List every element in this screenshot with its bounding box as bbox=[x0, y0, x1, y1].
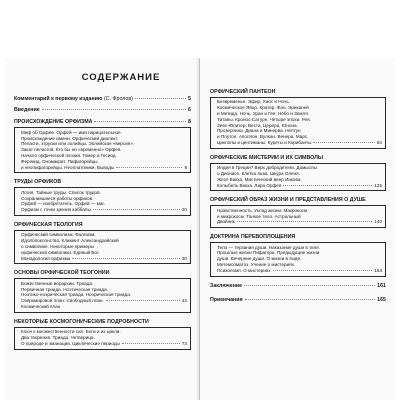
description-page: 43 bbox=[181, 298, 187, 304]
description-end-row bbox=[21, 165, 187, 171]
description-line: Космический план bbox=[21, 303, 61, 309]
section-description-box bbox=[14, 187, 191, 216]
description-end-row bbox=[217, 268, 382, 274]
description-page: 154 bbox=[374, 267, 382, 273]
description-line: Двойник bbox=[217, 219, 235, 225]
description-line: Божественные иерархии. Триада. bbox=[21, 280, 94, 286]
leader-dots bbox=[313, 142, 374, 143]
description-line: Жезл Вакха. Мистический веер Иакова. bbox=[217, 176, 302, 182]
description-line: орфической символики. Единый Бог. bbox=[21, 249, 100, 255]
leader-dots bbox=[93, 209, 180, 210]
toc-entry-conclusion[interactable] bbox=[210, 283, 386, 290]
toc-entry-label: Комментарий к первому изданию (С. Фролов) bbox=[14, 96, 133, 102]
description-line: и неопифагорейцы. Неоплатоники. Выводы bbox=[21, 164, 115, 170]
description-line: Космическое Яйцо. Кратер. Фан, Эрикапей bbox=[217, 105, 309, 111]
toc-entry-commentary[interactable] bbox=[14, 96, 191, 103]
toc-entry-introduction[interactable] bbox=[14, 107, 191, 114]
description-line: Монадология орфизма bbox=[21, 255, 71, 261]
section-description-box bbox=[210, 97, 386, 149]
leader-dots bbox=[42, 109, 186, 110]
leader-dots bbox=[116, 167, 182, 168]
description-line: Сохранившиеся работы орфиков. bbox=[21, 195, 94, 201]
description-line: и микрокосм. Тонкое тело. Астральный bbox=[217, 213, 301, 219]
description-line: Ноэтико-ноэрическая триада. Ноэрическая триада. bbox=[21, 292, 132, 298]
section-description-box bbox=[210, 205, 386, 228]
right-page bbox=[200, 58, 396, 400]
description-end-row bbox=[217, 219, 382, 225]
section-heading: НЕКОТОРЫЕ КОСМОГОНИЧЕСКИЕ ПОДРОБНОСТИ bbox=[14, 318, 149, 325]
leader-dots bbox=[273, 270, 373, 271]
description-line: души. Вечерние души. О жизни в Аиде. bbox=[217, 256, 302, 262]
description-line: Сверхмировой план. Свободный план. bbox=[21, 298, 104, 304]
description-page: 20 bbox=[181, 207, 187, 213]
section-page: 8 bbox=[188, 119, 191, 126]
description-line: Орфей — изобретатель. Орфей — маг. bbox=[21, 201, 105, 207]
description-line: Пеласги, этруски или эолийцы. Эолийская «версия». bbox=[21, 141, 135, 147]
toc-heading: СОДЕРЖАНИЕ bbox=[81, 72, 161, 83]
description-page: 84 bbox=[376, 139, 382, 145]
description-line: о Дионисе. Клетка льва. Шкура Оленя. bbox=[217, 170, 300, 176]
toc-section-theogony[interactable] bbox=[14, 270, 191, 312]
description-line: Ключ к множественности сил. Боги и их цикли. bbox=[21, 329, 121, 335]
toc-section-origin[interactable] bbox=[14, 119, 191, 173]
description-line: Два творения. Триада. Четверица. bbox=[21, 334, 95, 340]
description-page: 140 bbox=[374, 219, 382, 225]
section-description-box bbox=[14, 278, 191, 312]
toc-entry-notes[interactable] bbox=[210, 297, 386, 304]
description-line: О природе и эманации. Циклические периоды bbox=[21, 340, 120, 346]
description-page: 30 bbox=[181, 255, 187, 261]
description-line: о символике. Некоторые примеры bbox=[21, 243, 94, 249]
section-heading: ОРФИЧЕСКИЙ ПАНТЕОН bbox=[210, 89, 276, 95]
description-line: Происхождение имени. Орфический диалект. bbox=[21, 135, 119, 141]
description-line: Индия в Греции? Верх добродетели. Домыслы bbox=[217, 165, 317, 171]
leader-dots bbox=[283, 185, 372, 186]
description-line: Безвременье. Эфир, Хаос и Ночь. bbox=[217, 99, 291, 105]
section-description-box bbox=[210, 242, 386, 276]
leader-dots bbox=[94, 121, 186, 122]
toc-section-pantheon[interactable] bbox=[210, 89, 386, 149]
section-heading: ОСНОВЫ ОРФИЧЕСКОЙ ТЕОГОНИИ bbox=[14, 270, 110, 277]
description-line: и Плутон. Аполлон. Вулкан. Венера. Марс. bbox=[217, 134, 309, 140]
description-line: Тело — терзания души. Наказание души в теле. bbox=[217, 244, 321, 250]
description-line: Титаны. Кронос-Сатурн. Четыре эпохи. Рея. bbox=[217, 116, 311, 122]
section-heading: ТРУДЫ ОРФИКОВ bbox=[14, 179, 62, 186]
section-heading: ОРФИЧЕСКАЯ ТЕОЛОГИЯ bbox=[14, 221, 83, 228]
description-line: Психопомп. О мистериях bbox=[217, 267, 271, 273]
section-heading: ОРФИЧЕСКИЕ МИСТЕРИИ И ИХ СИМВОЛЫ bbox=[210, 154, 324, 161]
toc-section-theology[interactable] bbox=[14, 222, 191, 264]
section-heading: ДОКТРИНА ПЕРЕВОПЛОЩЕНИЯ bbox=[210, 234, 296, 241]
leader-dots bbox=[245, 299, 376, 300]
description-line: и Метида. Ночь. Уран и Гея. Небо и Земля. bbox=[217, 111, 309, 116]
description-line: Прозерпина. Диана и Минерва. Нептун bbox=[217, 128, 301, 134]
leader-dots bbox=[72, 258, 180, 259]
toc-entry-label: Введение bbox=[14, 106, 40, 113]
toc-entry-page: 165 bbox=[377, 297, 386, 304]
leader-dots bbox=[237, 221, 373, 222]
description-line: Циклопы и центиманы. Куреты и Корибанты bbox=[217, 139, 312, 145]
description-page: 125 bbox=[374, 182, 382, 188]
description-line: Орфизм с точки зрения каббалы bbox=[21, 207, 91, 213]
description-end-row bbox=[21, 256, 187, 262]
toc-entry-page: 161 bbox=[377, 282, 386, 289]
description-line: Прошлые жизни Пифагора. Предыдущие жизни bbox=[217, 250, 320, 256]
toc-entry-page: 5 bbox=[188, 96, 191, 102]
description-end-row bbox=[217, 183, 382, 189]
section-heading-row bbox=[14, 119, 191, 126]
section-heading: ОРФИЧЕСКИЙ ОБРАЗ ЖИЗНИ И ПРЕДСТАВЛЕНИЯ О ДУШЕ bbox=[210, 197, 366, 204]
section-heading: ПРОИСХОЖДЕНИЕ ОРФИЗМА bbox=[14, 119, 93, 126]
description-end-row bbox=[217, 140, 382, 146]
toc-entry-label: Заключение bbox=[210, 282, 243, 289]
leader-dots bbox=[122, 343, 180, 344]
description-line: Идолопоклонство. Климент Александрийский bbox=[21, 238, 119, 244]
description-line: Зевс-Юпитер. Веста, Церера, Юнона. bbox=[217, 122, 298, 128]
left-page bbox=[4, 58, 200, 400]
section-description-box bbox=[14, 327, 191, 350]
leader-dots bbox=[244, 285, 375, 286]
toc-entry-label: Примечания bbox=[210, 297, 243, 304]
section-description-box bbox=[14, 127, 191, 173]
description-line: Начало орфической поэзии. Гомер и Гесиод. bbox=[21, 152, 117, 158]
description-line: Логия. Тайные труды. Список трудов. bbox=[21, 189, 101, 195]
description-page: 73 bbox=[181, 340, 187, 346]
description-line: Закат пеласгов. Кто бы ни «временно» Орфея. bbox=[21, 147, 122, 153]
toc-section-way-of-life[interactable] bbox=[210, 197, 386, 228]
toc-section-reincarnation[interactable] bbox=[210, 234, 386, 276]
leader-dots bbox=[135, 98, 186, 99]
description-line: Колыбель Вакха. Лира Орфея bbox=[217, 182, 282, 188]
description-line: Миф об Орфее. Орфей — имя нарицательное. bbox=[21, 129, 122, 135]
description-line: Метемсоматоз. Учение о мистериях. bbox=[217, 261, 296, 267]
toc-entry-page: 6 bbox=[188, 106, 191, 113]
section-description-box bbox=[210, 163, 386, 192]
description-end-row bbox=[21, 207, 187, 213]
description-line: Нравственность. Уклад жизни. Макрокосм bbox=[217, 207, 308, 213]
description-line: Ферекид. Ономакрит. Пифагорейцы bbox=[21, 158, 98, 164]
section-description-box bbox=[14, 230, 191, 264]
leader-dots bbox=[106, 300, 180, 301]
toc-section-works[interactable] bbox=[14, 179, 191, 216]
description-page: 9 bbox=[184, 164, 187, 170]
toc-section-mysteries[interactable] bbox=[210, 155, 386, 192]
description-line: Орфический символизм. Фаллизм. bbox=[21, 232, 96, 238]
toc-section-cosmogony[interactable] bbox=[14, 319, 191, 350]
description-end-row bbox=[21, 341, 187, 347]
description-line: Первичная триада. Ноэтическая триада. bbox=[21, 286, 108, 292]
